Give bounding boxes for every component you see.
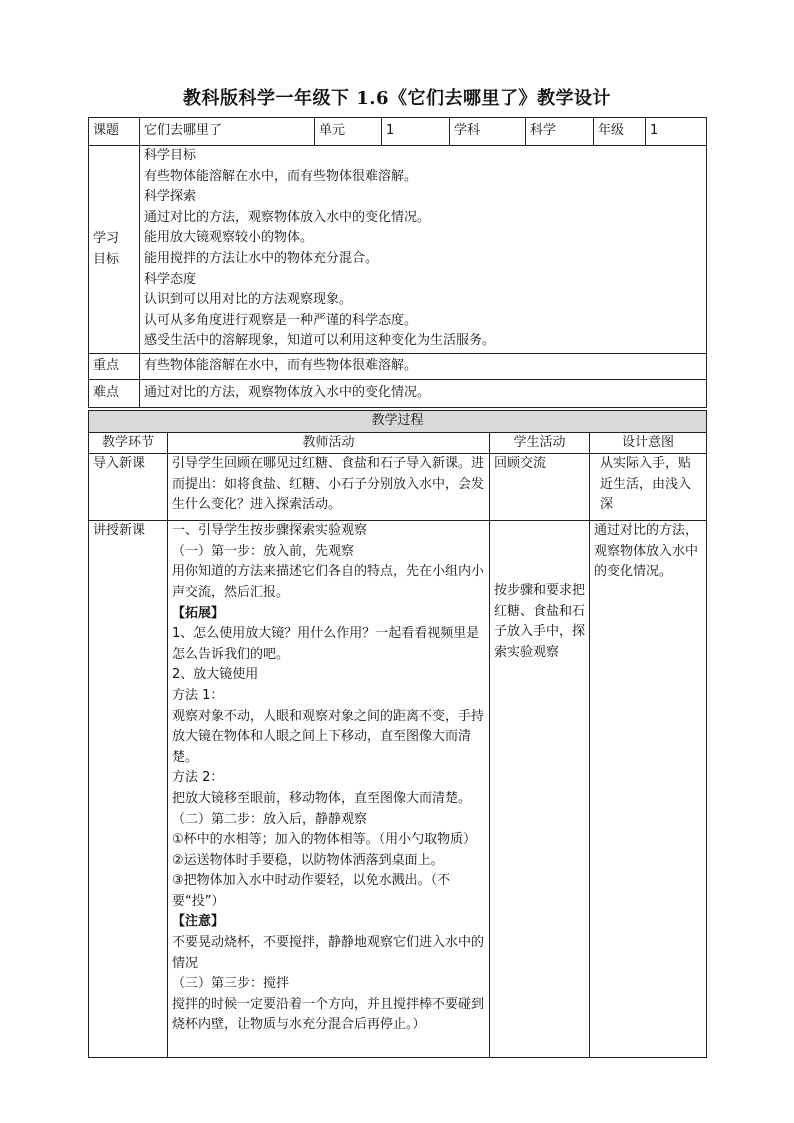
lesson-student-text: 按步骤和要求把红糖、食盐和石子放入手中，探索实验观察 <box>494 583 586 660</box>
goals-label <box>89 146 140 354</box>
teacher-line: 搅拌的时候一定要沿着一个方向，并且搅拌棒不要碰到烧杯内壁，让物质与水充分混合后再停止。） <box>172 996 485 1033</box>
teaching-process-table <box>88 410 707 1058</box>
header-student: 学生活动 <box>490 432 590 454</box>
goal-line: 能用放大镜观察较小的物体。 <box>144 230 314 246</box>
xue-ke-label: 学科 <box>450 118 526 146</box>
goal-line: 感受生活中的溶解现象，知道可以利用这种变化为生活服务。 <box>144 333 496 349</box>
intro-teacher: 引导学生回顾在哪见过红糖、食盐和石子导入新课。进而提出：如将食盐、红糖、小石子分别放入水中，会发生什么变化？进入探索活动。 <box>168 454 490 521</box>
goals-label-line: 目标 <box>93 251 120 267</box>
difficulty-label: 难点 <box>89 380 140 408</box>
intro-stage: 导入新课 <box>89 454 168 521</box>
teacher-line: 1、怎么使用放大镜？用什么作用？一起看看视频里是怎么告诉我们的吧。 <box>172 626 480 662</box>
goal-line: 有些物体能溶解在水中，而有些物体很难溶解。 <box>144 168 418 184</box>
lesson-student <box>490 521 590 1058</box>
teacher-line: 【注意】 <box>172 914 225 930</box>
teacher-line: 一、引导学生按步骤探索实验观察 <box>172 523 368 539</box>
lesson-info-table <box>88 117 707 408</box>
teacher-line: （二）第二步：放入后，静静观察 <box>172 811 368 827</box>
goal-line: 科学态度 <box>144 271 197 287</box>
header-intent: 设计意图 <box>590 432 707 454</box>
goals-label-line: 学习 <box>93 230 120 246</box>
lesson-stage: 讲授新课 <box>89 521 168 1058</box>
dan-yuan-value: 1 <box>382 118 450 146</box>
header-stage: 教学环节 <box>89 432 168 454</box>
teacher-line: 不要晃动烧杯，不要搅拌，静静地观察它们进入水中的情况 <box>172 935 485 971</box>
xue-ke-value: 科学 <box>526 118 594 146</box>
intro-intent: 从实际入手，贴近生活，由浅入深 <box>590 454 707 521</box>
process-heading: 教学过程 <box>89 411 707 433</box>
lesson-intent: 通过对比的方法，观察物体放入水中的变化情况。 <box>590 521 707 1058</box>
teacher-line: （三）第三步：搅拌 <box>172 976 290 992</box>
teacher-line: 2、放大镜使用 <box>172 667 259 683</box>
key-point-value: 有些物体能溶解在水中，而有些物体很难溶解。 <box>140 354 707 380</box>
goals-content <box>140 146 707 354</box>
teacher-line: 观察对象不动，人眼和观察对象之间的距离不变，手持放大镜在物体和人眼之间上下移动，直至图像大而清楚。 <box>172 708 485 765</box>
teacher-line: 把放大镜移至眼前，移动物体，直至图像大而清楚。 <box>172 790 472 806</box>
goal-line: 科学探索 <box>144 189 197 205</box>
intro-student: 回顾交流 <box>490 454 590 521</box>
dan-yuan-label: 单元 <box>315 118 382 146</box>
teacher-line: ②运送物体时手要稳，以防物体洒落到桌面上。 <box>172 852 444 868</box>
teacher-line: 方法 1： <box>172 687 224 703</box>
key-point-label: 重点 <box>89 354 140 380</box>
teacher-line: 【拓展】 <box>172 605 225 621</box>
ke-ti-value: 它们去哪里了 <box>140 118 315 146</box>
ke-ti-label: 课题 <box>89 118 140 146</box>
difficulty-value: 通过对比的方法，观察物体放入水中的变化情况。 <box>140 380 707 408</box>
page-title: 教科版科学一年级下 1.6《它们去哪里了》教学设计 <box>182 88 612 109</box>
teacher-line: 方法 2： <box>172 770 224 786</box>
nian-ji-label: 年级 <box>594 118 646 146</box>
teacher-line: ③把物体加入水中时动作要轻，以免水溅出。（不要“投”） <box>172 873 451 909</box>
teacher-line: 用你知道的方法来描述它们各自的特点，先在小组内小声交流，然后汇报。 <box>172 564 485 600</box>
header-teacher: 教师活动 <box>168 432 490 454</box>
nian-ji-value: 1 <box>646 118 707 146</box>
goal-line: 认可从多角度进行观察是一种严谨的科学态度。 <box>144 312 418 328</box>
goal-line: 通过对比的方法，观察物体放入水中的变化情况。 <box>144 209 431 225</box>
teacher-line: ①杯中的水相等；加入的物体相等。（用小勺取物质） <box>172 832 477 848</box>
goal-line: 能用搅拌的方法让水中的物体充分混合。 <box>144 250 379 266</box>
goal-line: 认识到可以用对比的方法观察现象。 <box>144 292 353 308</box>
lesson-teacher <box>168 521 490 1058</box>
teacher-line: （一）第一步：放入前，先观察 <box>172 543 355 559</box>
goal-line: 科学目标 <box>144 148 197 163</box>
